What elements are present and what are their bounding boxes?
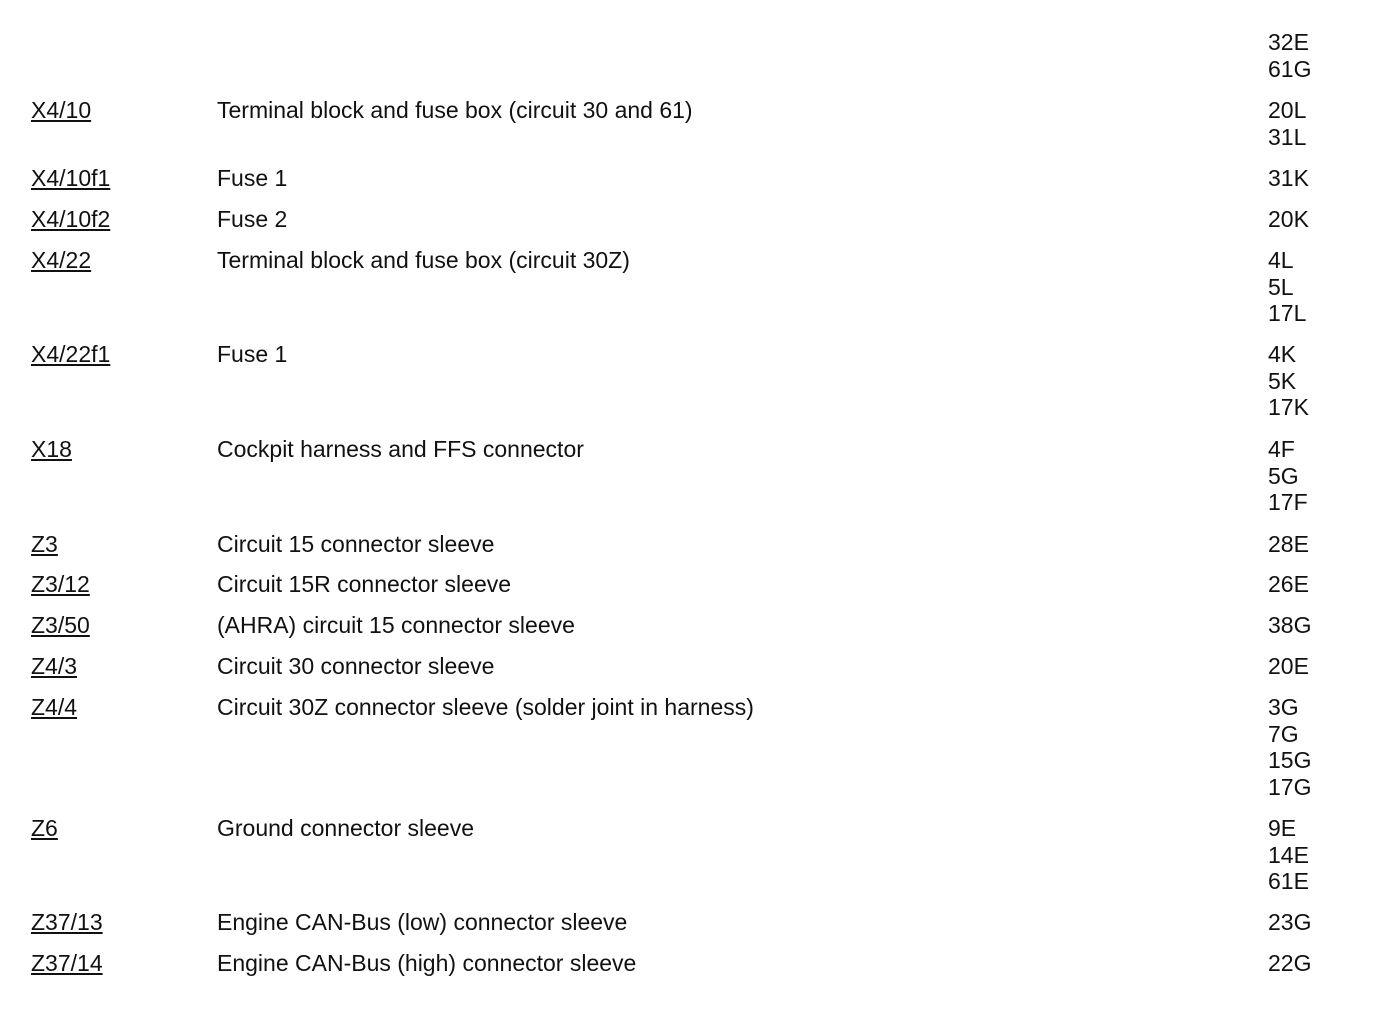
grid-refs <box>1268 165 1309 192</box>
component-description: Circuit 15 connector sleeve <box>217 531 495 557</box>
component-description: Fuse 1 <box>217 165 288 191</box>
component-description: Engine CAN-Bus (high) connector sleeve <box>217 950 637 976</box>
component-code-link[interactable]: Z37/13 <box>31 909 103 935</box>
component-code-link[interactable]: X4/22 <box>31 247 92 273</box>
component-code-link[interactable]: X18 <box>31 436 72 462</box>
grid-refs <box>1268 341 1309 421</box>
component-description: Cockpit harness and FFS connector <box>217 436 584 462</box>
component-code-link[interactable]: X4/10f1 <box>31 165 111 191</box>
grid-refs <box>1268 653 1309 680</box>
component-description: Engine CAN-Bus (low) connector sleeve <box>217 909 628 935</box>
grid-ref: 31K <box>1268 165 1309 191</box>
grid-ref: 26E <box>1268 571 1309 597</box>
component-description: Fuse 2 <box>217 206 288 232</box>
grid-refs <box>1268 97 1306 150</box>
grid-ref: 61E <box>1268 868 1309 894</box>
grid-ref: 14E <box>1268 841 1309 868</box>
component-code-link[interactable]: Z3/12 <box>31 571 90 597</box>
component-description: Ground connector sleeve <box>217 815 474 841</box>
grid-ref: 17F <box>1268 489 1308 515</box>
grid-refs <box>1268 612 1311 639</box>
component-code-link[interactable]: Z3 <box>31 531 58 557</box>
grid-refs <box>1268 247 1306 327</box>
continued-refs <box>1268 29 1311 82</box>
component-code-link[interactable]: Z3/50 <box>31 612 90 638</box>
grid-ref: 32E <box>1268 29 1309 55</box>
grid-ref: 28E <box>1268 531 1309 557</box>
grid-ref: 20L <box>1268 97 1307 123</box>
component-description: Circuit 30Z connector sleeve (solder joint in harness) <box>217 694 754 720</box>
component-code-link[interactable]: Z6 <box>31 815 58 841</box>
component-description: (AHRA) circuit 15 connector sleeve <box>217 612 575 638</box>
grid-ref: 17L <box>1268 300 1307 326</box>
component-code-link[interactable]: Z4/3 <box>31 653 78 679</box>
grid-ref: 4F <box>1268 436 1295 462</box>
grid-ref: 31L <box>1268 123 1307 150</box>
grid-refs <box>1268 206 1309 233</box>
grid-ref: 20K <box>1268 206 1309 232</box>
grid-ref: 15G <box>1268 747 1312 773</box>
grid-ref: 17K <box>1268 394 1309 420</box>
component-description: Fuse 1 <box>217 341 288 367</box>
component-description: Circuit 15R connector sleeve <box>217 571 512 597</box>
component-code-link[interactable]: Z37/14 <box>31 950 103 976</box>
grid-ref: 22G <box>1268 950 1312 976</box>
grid-refs <box>1268 815 1309 895</box>
grid-refs <box>1268 571 1309 598</box>
grid-ref: 23G <box>1268 909 1312 935</box>
grid-refs <box>1268 531 1309 558</box>
component-description: Terminal block and fuse box (circuit 30Z) <box>217 247 630 273</box>
grid-refs <box>1268 950 1311 977</box>
grid-refs <box>1268 694 1311 800</box>
grid-refs <box>1268 909 1311 936</box>
grid-ref: 5L <box>1268 273 1294 300</box>
grid-ref: 7G <box>1268 720 1299 747</box>
grid-ref: 4K <box>1268 341 1297 367</box>
grid-ref: 38G <box>1268 612 1312 638</box>
component-code-link[interactable]: X4/22f1 <box>31 341 111 367</box>
grid-ref: 17G <box>1268 773 1312 800</box>
grid-ref: 3G <box>1268 694 1299 720</box>
component-description: Circuit 30 connector sleeve <box>217 653 495 679</box>
grid-ref: 61G <box>1268 55 1312 82</box>
component-code-link[interactable]: X4/10f2 <box>31 206 111 232</box>
component-code-link[interactable]: X4/10 <box>31 97 92 123</box>
grid-refs <box>1268 436 1308 516</box>
grid-ref: 5K <box>1268 367 1297 394</box>
component-description: Terminal block and fuse box (circuit 30 and 61) <box>217 97 693 123</box>
grid-ref: 20E <box>1268 653 1309 679</box>
component-code-link[interactable]: Z4/4 <box>31 694 78 720</box>
grid-ref: 9E <box>1268 815 1297 841</box>
grid-ref: 4L <box>1268 247 1294 273</box>
grid-ref: 5G <box>1268 462 1299 489</box>
